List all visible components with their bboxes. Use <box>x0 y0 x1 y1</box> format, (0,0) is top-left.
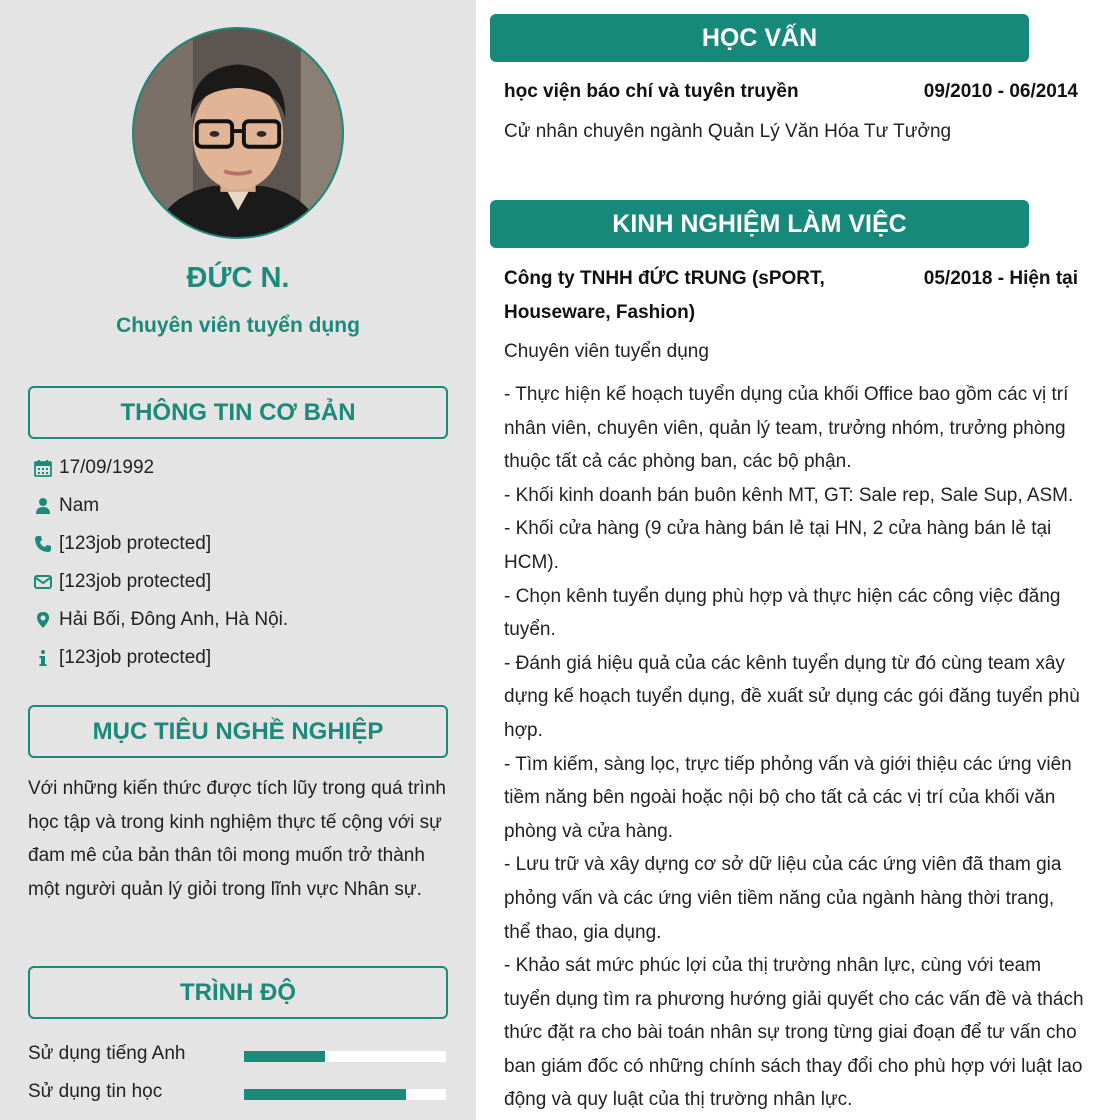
experience-date: 05/2018 - Hiện tại <box>923 268 1078 289</box>
duty-item: - Khảo sát mức phúc lợi của thị trường nhân lực, cùng với team tuyển dụng tìm ra phương hướng giải quyết cho các vấn đề và thách thức đặt ra cho bài toán nhân sự trong từng giai đoạn để tư vấn cho ban giám đốc có những chính sách thay đổi cho phù hợp với luật lao động và quy luật của thị trường nhân lực. <box>504 955 1084 1111</box>
education-date: 09/2010 - 06/2014 <box>923 81 1078 102</box>
profile-photo <box>134 29 342 237</box>
envelope-icon <box>33 572 53 592</box>
skills-heading: TRÌNH ĐỘ <box>28 966 448 1019</box>
info-text: Hải Bối, Đông Anh, Hà Nội. <box>59 609 289 630</box>
objective-heading: MỤC TIÊU NGHỀ NGHIỆP <box>28 705 448 758</box>
skill-bar-english <box>244 1051 446 1062</box>
info-text: Nam <box>59 495 100 516</box>
skill-label: Sử dụng tiếng Anh <box>28 1043 186 1064</box>
duty-item: - Chọn kênh tuyển dụng phù hợp và thực hiện các công việc đăng tuyển. <box>504 585 1061 641</box>
duty-item: - Thực hiện kế hoạch tuyển dụng của khối Office bao gồm các vị trí nhân viên, chuyên viên, quản lý team, trưởng nhóm, trưởng phòng thuộc tất cả các phòng ban, các bộ phận. <box>504 384 1069 473</box>
info-row-birthday <box>33 456 154 480</box>
info-row-phone <box>33 532 211 556</box>
skill-bar-fill <box>244 1051 325 1062</box>
duty-item: - Đánh giá hiệu quả của các kênh tuyển dụng từ đó cùng team xây dựng kế hoạch tuyển dụng, đề xuất sử dụng các gói đăng tuyển phù hợp. <box>504 652 1080 741</box>
info-row-gender <box>33 494 99 518</box>
experience-heading: KINH NGHIỆM LÀM VIỆC <box>490 200 1029 248</box>
skill-bar-computer <box>244 1089 446 1100</box>
info-row-extra <box>33 646 211 670</box>
education-school: học viện báo chí và tuyên truyền <box>504 81 799 102</box>
sidebar <box>0 0 476 1120</box>
candidate-name: ĐỨC N. <box>186 262 290 294</box>
info-row-address <box>33 608 288 632</box>
info-text: [123job protected] <box>59 647 212 668</box>
phone-icon <box>33 534 53 554</box>
experience-duties <box>504 378 1084 1117</box>
basic-info-heading: THÔNG TIN CƠ BẢN <box>28 386 448 439</box>
info-text: [123job protected] <box>59 571 212 592</box>
user-icon <box>33 496 53 516</box>
objective-text: Với những kiến thức được tích lũy trong quá trình học tập và trong kinh nghiệm thực tế cộng với sự đam mê của bản thân tôi mong muốn trở thành một người quản lý giỏi trong lĩnh vực Nhân sự. <box>28 778 446 900</box>
duty-item: - Lưu trữ và xây dựng cơ sở dữ liệu của các ứng viên đã tham gia phỏng vấn và các ứng viên tiềm năng của ngành hàng thời trang, thể thao, gia dụng. <box>504 854 1062 943</box>
duty-item: - Khối kinh doanh bán buôn kênh MT, GT: Sale rep, Sale Sup, ASM. <box>504 484 1074 506</box>
map-marker-icon <box>33 610 53 630</box>
experience-position: Chuyên viên tuyển dụng <box>504 341 709 362</box>
avatar <box>132 27 344 239</box>
skill-label: Sử dụng tin học <box>28 1081 163 1102</box>
calendar-icon <box>33 458 53 478</box>
info-row-email <box>33 570 211 594</box>
experience-company: Công ty TNHH đỨC tRUNG (sPORT, Houseware, Fashion) <box>504 268 825 323</box>
candidate-title: Chuyên viên tuyển dụng <box>116 314 360 337</box>
info-icon <box>33 648 53 668</box>
info-text: 17/09/1992 <box>59 457 155 478</box>
education-degree: Cử nhân chuyên ngành Quản Lý Văn Hóa Tư Tưởng <box>504 121 952 142</box>
skill-bar-fill <box>244 1089 406 1100</box>
duty-item: - Tìm kiếm, sàng lọc, trực tiếp phỏng vấn và giới thiệu các ứng viên tiềm năng bên ngoài hoặc nội bộ cho tất cả các vị trí của khối văn phòng và cửa hàng. <box>504 753 1072 842</box>
info-text: [123job protected] <box>59 533 212 554</box>
duty-item: - Khối cửa hàng (9 cửa hàng bán lẻ tại HN, 2 cửa hàng bán lẻ tại HCM). <box>504 518 1052 573</box>
education-heading: HỌC VẤN <box>490 14 1029 62</box>
